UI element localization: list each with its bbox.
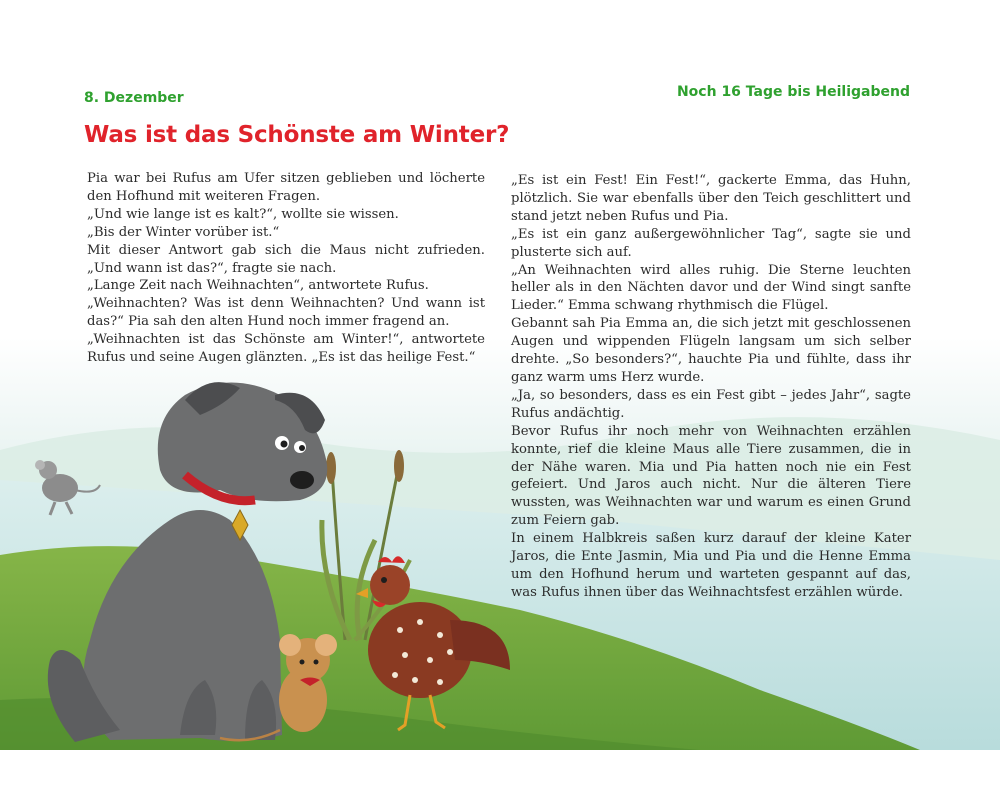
story-title: Was ist das Schönste am Winter? bbox=[84, 122, 510, 148]
paragraph: „Weihnachten ist das Schönste am Winter!“, antwortete Rufus und seine Augen glänzten. „Es ist das heilige Fest.“ bbox=[87, 332, 485, 366]
paragraph: „Ja, so besonders, dass es ein Fest gibt – jedes Jahr“, sagte Rufus andächtig. bbox=[511, 387, 911, 421]
paragraph: Pia war bei Rufus am Ufer sitzen geblieben und löcherte den Hofhund mit weiteren Fragen. bbox=[87, 171, 485, 204]
paragraph: „Es ist ein Fest! Ein Fest!“, gackerte Emma, das Huhn, plötzlich. Sie war ebenfalls über den Teich geschlittert und stand jetzt neben Rufus und Pia. bbox=[511, 173, 911, 224]
text-column-left bbox=[87, 170, 485, 367]
paragraph: Mit dieser Antwort gab sich die Maus nicht zufrieden. „Und wann ist das?“, fragte sie nach. bbox=[87, 242, 485, 276]
paragraph: „Weihnachten? Was ist denn Weihnachten? Und wann ist das?“ Pia sah den alten Hund noch immer fragend an. bbox=[87, 296, 485, 330]
advent-countdown: Noch 16 Tage bis Heiligabend bbox=[676, 84, 910, 100]
text-column-right bbox=[511, 172, 911, 602]
paragraph: „An Weihnachten wird alles ruhig. Die Sterne leuchten heller als in den Nächten davor und der Wind singt sanfte Lieder.“ Emma schwang rhythmisch die Flügel. bbox=[511, 262, 911, 314]
paragraph: In einem Halbkreis saßen kurz darauf der kleine Kater Jaros, die Ente Jasmin, Mia und Pia und die Henne Emma um den Hofhund herum und warteten gespannt auf das, was Rufus ihnen über das Weihnachtsfest erzählen würde. bbox=[511, 531, 911, 600]
date-label: 8. Dezember bbox=[84, 90, 184, 106]
paragraph: „Bis der Winter vorüber ist.“ bbox=[87, 224, 280, 240]
paragraph: „Es ist ein ganz außergewöhnlicher Tag“, sagte sie und plusterte sich auf. bbox=[511, 226, 911, 260]
paragraph: Gebannt sah Pia Emma an, die sich jetzt mit geschlossenen Augen und wippenden Flügeln langsam um sich selber drehte. „So besonders?“, hauchte Pia und fühlte, dass ihr ganz warm ums Herz wurde. bbox=[511, 316, 911, 385]
paragraph: Bevor Rufus ihr noch mehr von Weihnachten erzählen konnte, rief die kleine Maus alle Tiere zusammen, die in der Nähe waren. Mia und Pia hatten noch nie ein Fest gefeiert. Und Jaros auch nicht. Nur die älteren Tiere wussten, was Weihnachten war und warum es einen Grund zum Feiern gab. bbox=[511, 423, 911, 529]
paragraph: „Lange Zeit nach Weihnachten“, antwortete Rufus. bbox=[87, 278, 429, 294]
paragraph: „Und wie lange ist es kalt?“, wollte sie wissen. bbox=[87, 206, 399, 222]
